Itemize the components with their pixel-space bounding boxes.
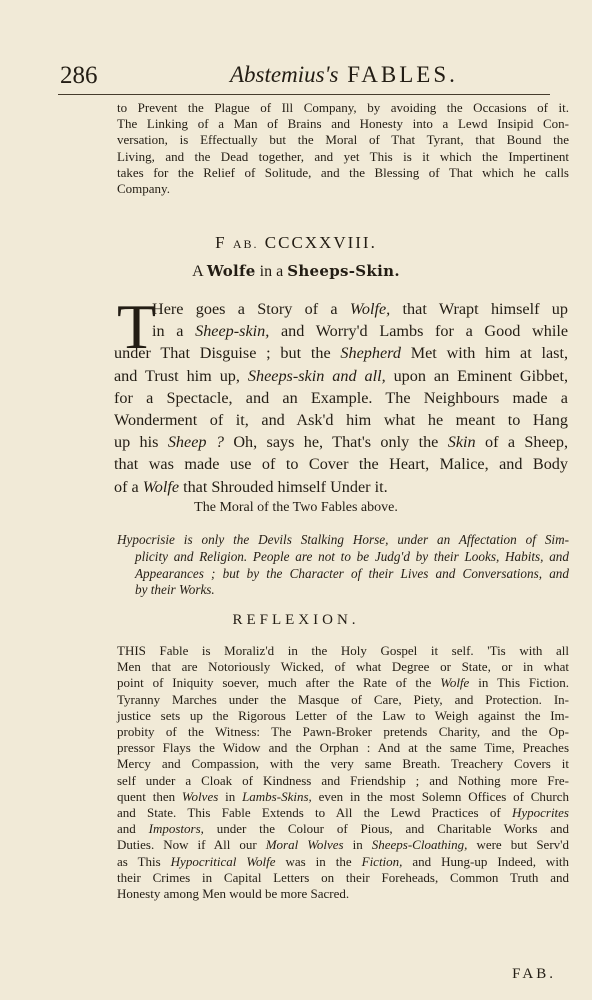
- running-head-author: Abstemius: [230, 62, 325, 87]
- reflexion-title: REFLEXION.: [232, 612, 360, 628]
- text-line: to Prevent the Plague of Ill Company, by avoiding the Occasions of it.: [117, 100, 569, 115]
- intro-paragraph: [117, 100, 569, 197]
- page-header: [60, 62, 550, 92]
- text-line: by their Works.: [135, 582, 215, 598]
- text-line: for a Spectacle, and an Example. The Neighbours made a: [114, 388, 568, 407]
- running-head: [230, 62, 458, 88]
- text-line: probity of the Witness: The Pawn-Broker pretends Charity, and the Op-: [117, 724, 569, 740]
- fable-title-f: F: [215, 233, 227, 252]
- text-line: point of Iniquity soever, much after the Rate of the Wolfe in This Fiction.: [117, 675, 570, 691]
- text-line: up his Sheep ? Oh, says he, That's only the Skin of a Sheep,: [114, 433, 569, 452]
- text-line: Duties. Now if All our Moral Wolves in Sheeps-Cloathing, were but Serv'd: [117, 837, 570, 853]
- text-line: THIS Fable is Moraliz'd in the Holy Gospel it self. 'Tis with all: [117, 643, 569, 658]
- text-line: that was made use of to Cover the Heart, Malice, and Body: [114, 455, 568, 474]
- fable-title-ab: AB.: [232, 237, 259, 251]
- text-line: their Crimes in Capital Letters on their Foreheads, Common Truth and: [117, 869, 569, 885]
- header-rule: [58, 94, 550, 95]
- text-line: Here goes a Story of a Wolfe, that Wrapt himself up: [152, 300, 568, 318]
- text-line: Mercy and Compassion, with the very same Breath. Treachery Covers it: [117, 756, 569, 772]
- text-line: Tyranny Marches under the Masque of Care, Piety, and Protection. In-: [117, 691, 569, 707]
- text-line: quent then Wolves in Lambs-Skins, even in the most Solemn Offices of Church: [117, 788, 570, 804]
- text-line: as This Hypocritical Wolfe was in the Fiction, and Hung-up Indeed, with: [117, 853, 570, 869]
- text-line: Company.: [117, 181, 170, 197]
- text-line: Appearances ; but by the Character of their Lives and Conversations, and: [135, 565, 569, 581]
- text-line: Hypocrisie is only the Devils Stalking Horse, under an Affectation of Sim-: [117, 532, 569, 547]
- subtitle-wolfe: Wolfe: [206, 262, 256, 280]
- subtitle-sheeps-skin: Sheeps-Skin.: [287, 262, 400, 280]
- fable-subtitle: [0, 262, 592, 281]
- text-line: The Linking of a Man of Brains and Honesty into a Lewd Insipid Con-: [117, 116, 569, 132]
- text-line: and State. This Fable Extends to All the Lewd Practices of Hypocrites: [117, 805, 569, 821]
- running-head-title: FABLES.: [347, 62, 458, 87]
- text-line: versation, is Effectually but the Moral of That Tyrant, that Bound the: [117, 132, 569, 148]
- moral-title: The Moral of the Two Fables above.: [194, 500, 398, 515]
- text-line: Living, and the Dead together, and yet This is it which the Impertinent: [117, 148, 569, 164]
- subtitle-a: A: [192, 263, 203, 280]
- reflexion-text: [117, 643, 569, 902]
- text-line: and Impostors, under the Colour of Pious, and Charitable Works and: [117, 821, 570, 837]
- subtitle-in-a: in a: [259, 263, 284, 280]
- text-line: under That Disguise ; but the Shepherd Met with him at last,: [114, 344, 569, 363]
- text-line: in a Sheep-skin, and Worry'd Lambs for a Good while: [152, 322, 569, 341]
- text-line: Wonderment of it, and Ask'd him what he meant to Hang: [114, 411, 568, 430]
- fable-numeral: CCCXXVIII.: [264, 233, 377, 252]
- text-line: of a Wolfe that Shrouded himself Under it.: [114, 477, 388, 496]
- catchword: FAB.: [512, 966, 556, 982]
- page-number: 286: [60, 62, 98, 89]
- text-line: justice sets up the Rigorous Letter of the Law to Weigh against the Im-: [117, 707, 569, 723]
- drop-cap: T: [117, 291, 157, 362]
- fable-text: [114, 291, 569, 498]
- text-line: plicity and Religion. People are not to be Judg'd by their Looks, Habits, and: [135, 548, 569, 564]
- text-line: self under a Cloak of Kindness and Friendship ; and Nothing more Fre-: [117, 772, 569, 788]
- text-line: pressor Flays the Widow and the Orphan : And at the same Time, Preaches: [117, 740, 569, 756]
- text-line: and Trust him up, Sheeps-skin and all, upon an Eminent Gibbet,: [114, 366, 569, 385]
- running-head-possessive: 's: [324, 62, 339, 87]
- text-line: Men that are Notoriously Wicked, of what Degree or State, or in what: [117, 659, 569, 675]
- text-line: Honesty among Men would be more Sacred.: [117, 886, 350, 902]
- text-line: takes for the Relief of Solitude, and the Blessing of That which he calls: [117, 164, 569, 180]
- moral-text: [117, 532, 569, 599]
- fable-title: [0, 233, 592, 253]
